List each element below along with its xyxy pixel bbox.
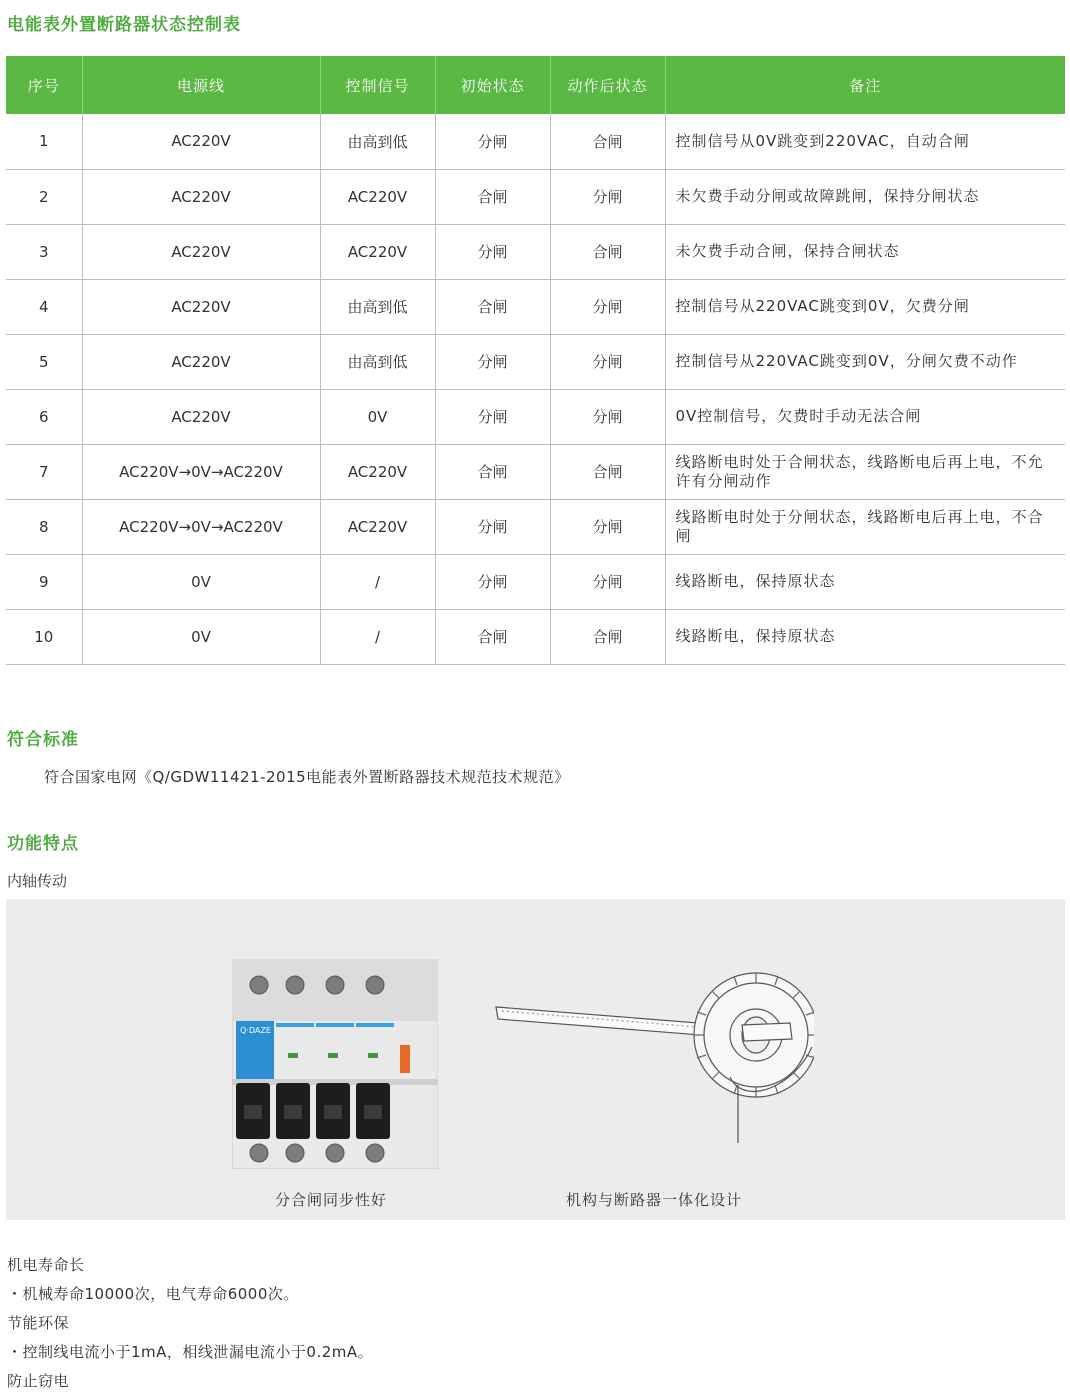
standard-title: 符合标准	[7, 730, 79, 750]
cell-post-state: 合闸	[550, 609, 665, 664]
cell-post-state: 分闸	[550, 389, 665, 444]
header-initial-state: 初始状态	[435, 56, 550, 114]
cell-remark: 控制信号从220VAC跳变到0V，分闸欠费不动作	[665, 334, 1065, 389]
cell-initial-state: 分闸	[435, 334, 550, 389]
table-header-row	[6, 56, 1065, 114]
caption-integrated: 机构与断路器一体化设计	[566, 1191, 743, 1209]
table-row	[6, 554, 1065, 609]
cell-control-signal: 0V	[320, 389, 435, 444]
cell-initial-state: 分闸	[435, 554, 550, 609]
cell-post-state: 合闸	[550, 444, 665, 499]
cell-remark: 未欠费手动分闸或故障跳闸，保持分闸状态	[665, 169, 1065, 224]
cell-index: 1	[6, 114, 82, 169]
cell-index: 10	[6, 609, 82, 664]
cell-index: 5	[6, 334, 82, 389]
circuit-breaker-image	[232, 959, 438, 1169]
cell-control-signal: /	[320, 554, 435, 609]
cell-control-signal: AC220V	[320, 169, 435, 224]
feature-detail-lifespan: ・机械寿命10000次，电气寿命6000次。	[7, 1285, 299, 1303]
cell-remark: 未欠费手动合闸，保持合闸状态	[665, 224, 1065, 279]
table-row	[6, 334, 1065, 389]
cell-power-line: AC220V	[82, 334, 320, 389]
table-row	[6, 609, 1065, 664]
page-title: 电能表外置断路器状态控制表	[7, 15, 241, 35]
feature-detail-eco: ・控制线电流小于1mA，相线泄漏电流小于0.2mA。	[7, 1343, 374, 1361]
cell-post-state: 分闸	[550, 554, 665, 609]
feature-heading-lifespan: 机电寿命长	[7, 1256, 85, 1274]
cell-control-signal: /	[320, 609, 435, 664]
cell-initial-state: 分闸	[435, 389, 550, 444]
cell-post-state: 分闸	[550, 169, 665, 224]
table-row	[6, 279, 1065, 334]
feature-heading-eco: 节能环保	[7, 1314, 70, 1332]
cell-post-state: 分闸	[550, 279, 665, 334]
caption-sync: 分合闸同步性好	[275, 1191, 388, 1209]
header-power-line: 电源线	[82, 56, 320, 114]
table-row	[6, 499, 1065, 554]
cell-power-line: 0V	[82, 609, 320, 664]
cell-initial-state: 合闸	[435, 169, 550, 224]
cell-initial-state: 分闸	[435, 499, 550, 554]
cell-power-line: AC220V	[82, 224, 320, 279]
cell-index: 8	[6, 499, 82, 554]
cell-index: 6	[6, 389, 82, 444]
cell-power-line: AC220V	[82, 169, 320, 224]
cell-index: 7	[6, 444, 82, 499]
cell-index: 3	[6, 224, 82, 279]
breaker-logo: Q·DAZE	[240, 1026, 271, 1035]
cell-index: 9	[6, 554, 82, 609]
feature-image-panel	[6, 899, 1065, 1220]
cell-initial-state: 合闸	[435, 609, 550, 664]
header-index: 序号	[6, 56, 82, 114]
standard-text: 符合国家电网《Q/GDW11421-2015电能表外置断路器技术规范技术规范》	[44, 768, 570, 786]
cell-initial-state: 合闸	[435, 444, 550, 499]
cell-power-line: AC220V→0V→AC220V	[82, 444, 320, 499]
table-row	[6, 444, 1065, 499]
table-row	[6, 224, 1065, 279]
cell-power-line: AC220V	[82, 279, 320, 334]
cell-power-line: AC220V→0V→AC220V	[82, 499, 320, 554]
cell-post-state: 合闸	[550, 114, 665, 169]
cell-remark: 控制信号从220VAC跳变到0V，欠费分闸	[665, 279, 1065, 334]
cell-control-signal: AC220V	[320, 499, 435, 554]
cell-initial-state: 分闸	[435, 224, 550, 279]
cell-control-signal: AC220V	[320, 224, 435, 279]
cell-remark: 线路断电，保持原状态	[665, 609, 1065, 664]
cell-remark: 线路断电时处于合闸状态，线路断电后再上电，不允许有分闸动作	[665, 444, 1065, 499]
header-post-state: 动作后状态	[550, 56, 665, 114]
cell-index: 4	[6, 279, 82, 334]
cell-post-state: 分闸	[550, 499, 665, 554]
shaft-gear-illustration	[494, 967, 814, 1147]
table-row	[6, 389, 1065, 444]
cell-post-state: 分闸	[550, 334, 665, 389]
cell-remark: 0V控制信号，欠费时手动无法合闸	[665, 389, 1065, 444]
cell-control-signal: 由高到低	[320, 114, 435, 169]
cell-control-signal: 由高到低	[320, 279, 435, 334]
cell-power-line: AC220V	[82, 389, 320, 444]
cell-remark: 线路断电时处于分闸状态，线路断电后再上电，不合闸	[665, 499, 1065, 554]
cell-control-signal: 由高到低	[320, 334, 435, 389]
state-control-table	[6, 56, 1065, 665]
table-row	[6, 169, 1065, 224]
cell-post-state: 合闸	[550, 224, 665, 279]
cell-power-line: AC220V	[82, 114, 320, 169]
cell-control-signal: AC220V	[320, 444, 435, 499]
cell-power-line: 0V	[82, 554, 320, 609]
feature-heading-antitheft: 防止窃电	[7, 1372, 70, 1390]
shaft-drive-title: 内轴传动	[7, 872, 68, 890]
header-control-signal: 控制信号	[320, 56, 435, 114]
cell-index: 2	[6, 169, 82, 224]
cell-remark: 控制信号从0V跳变到220VAC，自动合闸	[665, 114, 1065, 169]
header-remark: 备注	[665, 56, 1065, 114]
table-row	[6, 114, 1065, 169]
cell-remark: 线路断电，保持原状态	[665, 554, 1065, 609]
cell-initial-state: 合闸	[435, 279, 550, 334]
features-title: 功能特点	[7, 834, 79, 854]
cell-initial-state: 分闸	[435, 114, 550, 169]
